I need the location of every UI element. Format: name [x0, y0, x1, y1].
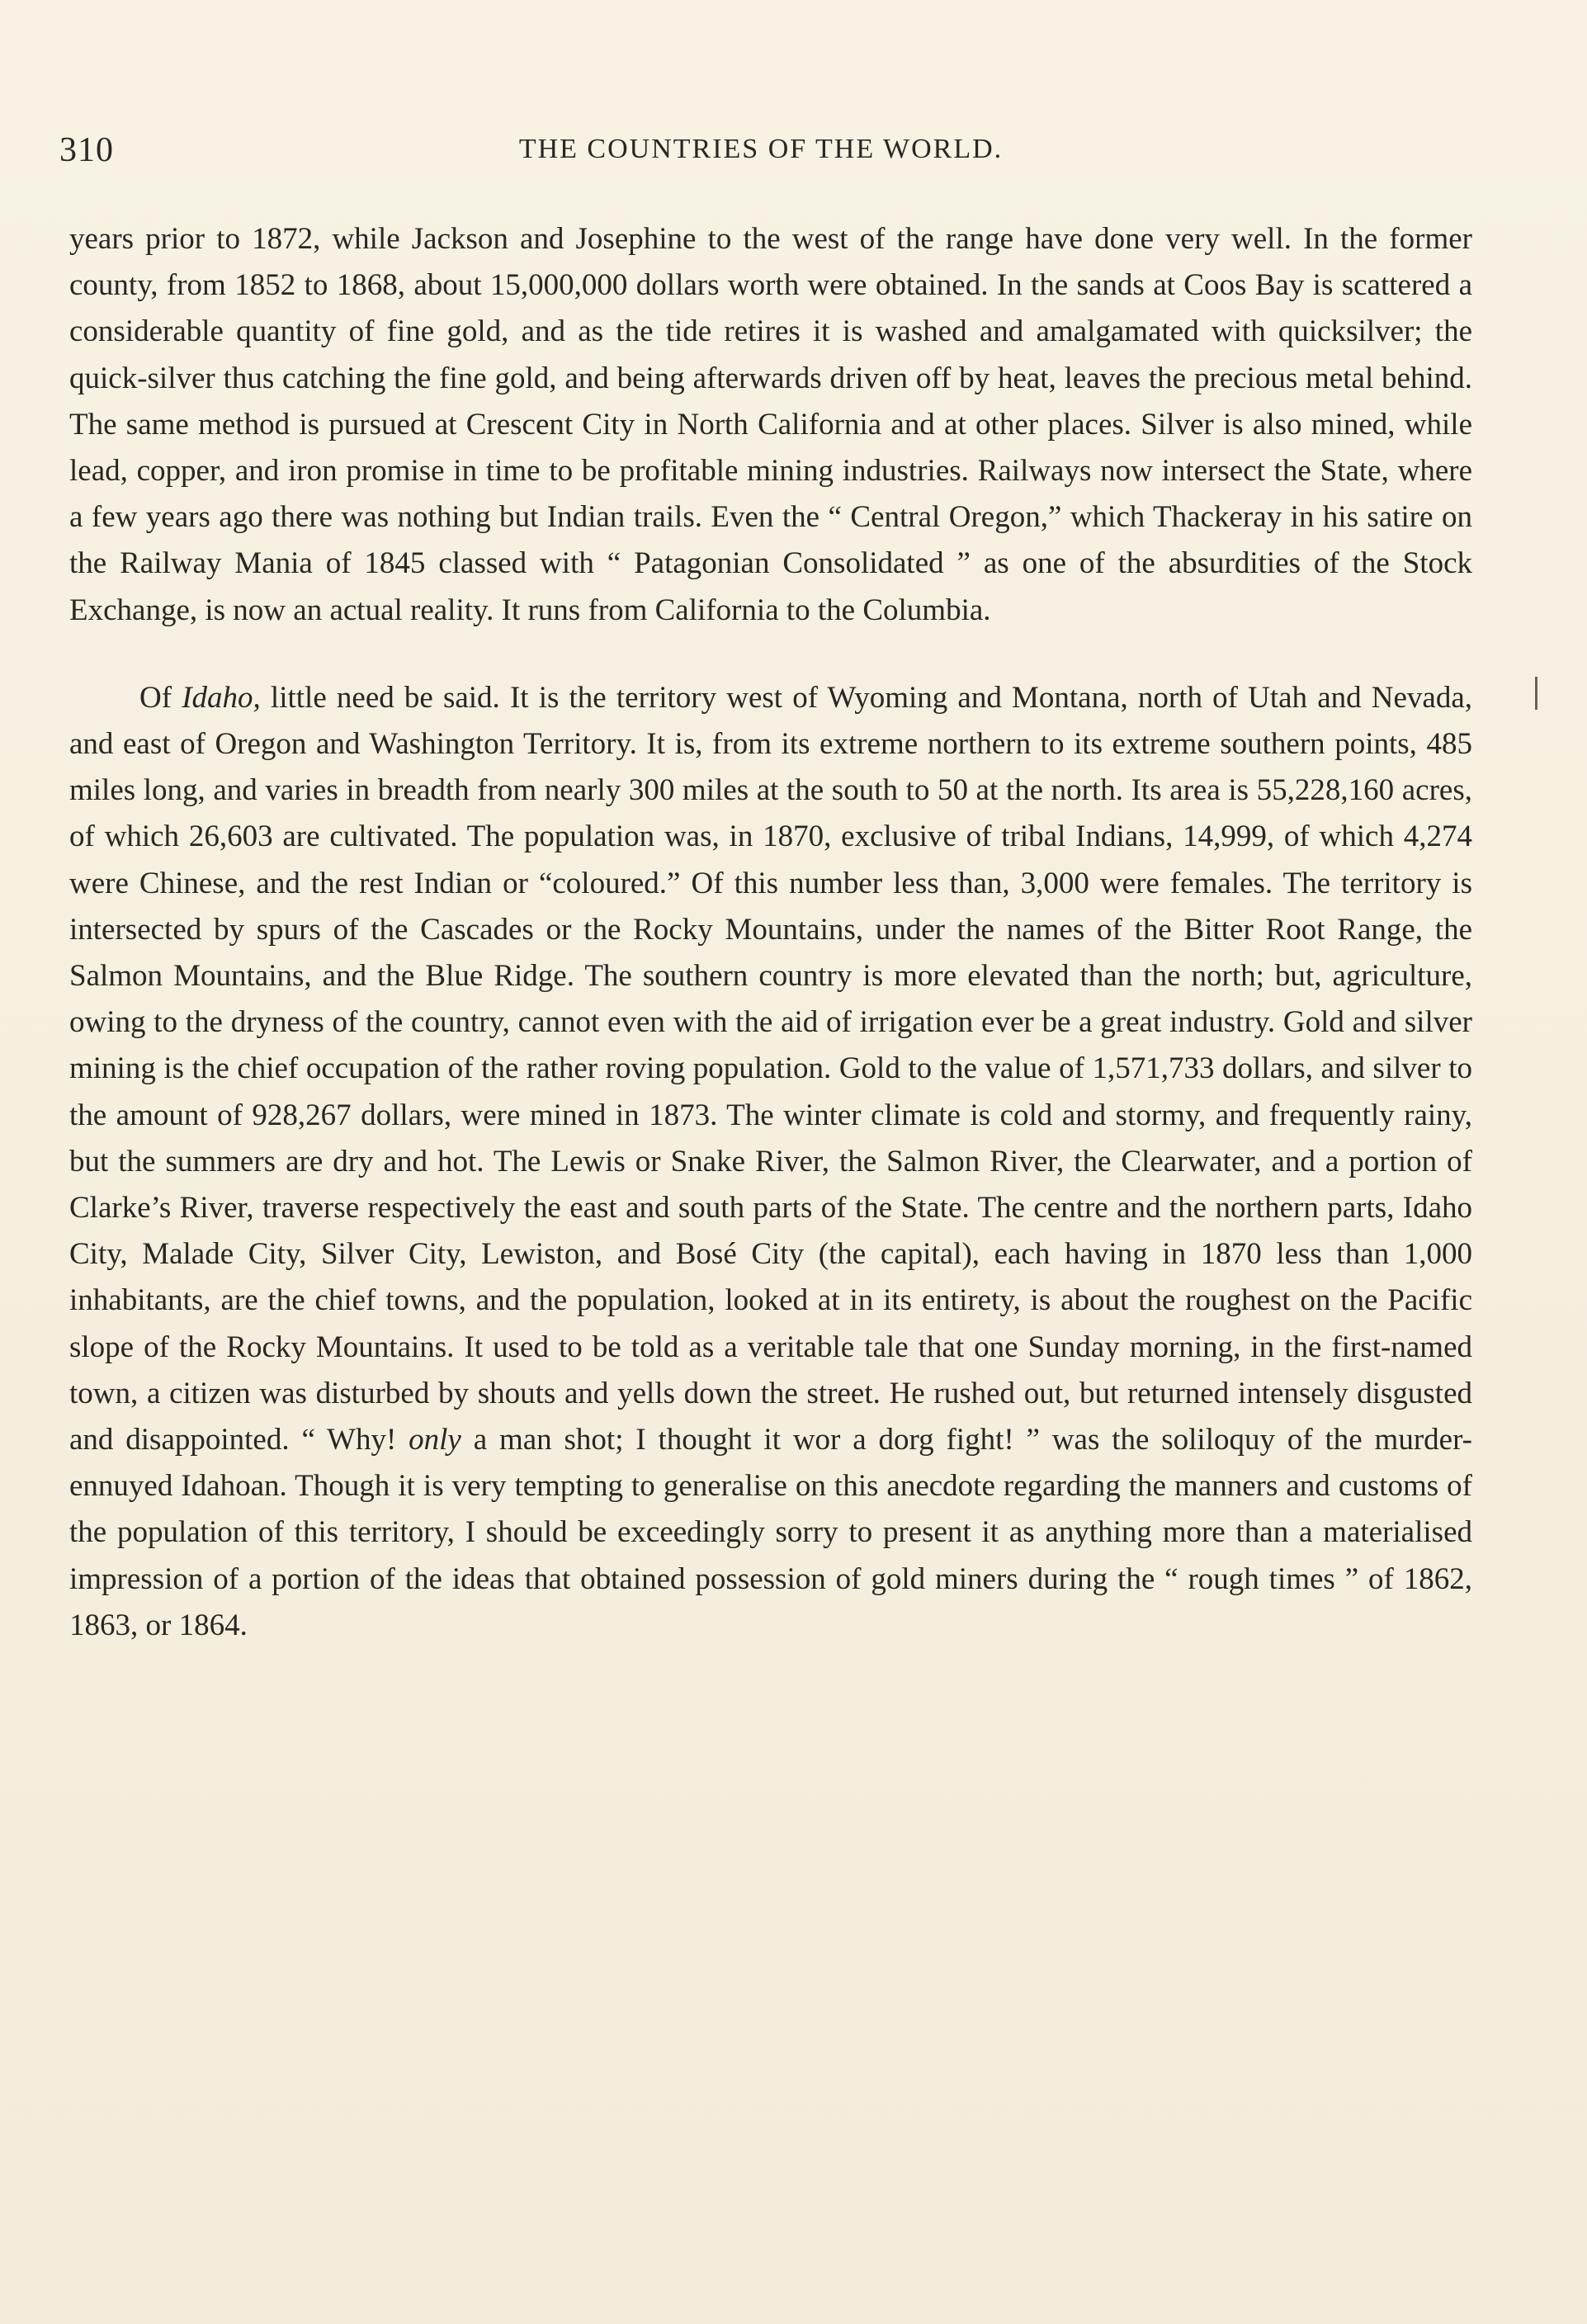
text-segment: little need be said. It is the territory west of Wyoming and Montana, north of Utah and Nevada, and east of Oregon and Washington Territory. It is, from its extreme northern to its extreme southern points, 485 miles long, and varies in breadth from nearly 300 miles at the south to 50 at the north. Its area is 55,228,160 acres, of which 26,603 are cultivated. The population was, in 1870, exclusive of tribal Indians, 14,999, of which 4,274 were Chinese, and the rest Indian or “coloured.” Of this number less than, 3,000 were females. The territory is intersected by spurs of the Cascades or the Rocky Mountains, under the names of the Bitter Root Range, the Salmon Mountains, and the Blue Ridge. The southern country is more elevated than the north; but, agriculture, owing to the dryness of the country, cannot even with the aid of irrigation ever be a great industry. Gold and silver mining is the chief occupation of the rather roving population. Gold to the value of 1,571,733 dollars, and silver to the amount of 928,267 dollars, were mined in 1873. The winter climate is cold and stormy, and frequently rainy, but the summers are dry and hot. The Lewis or Snake River, the Salmon River, the Clearwater, and a portion of Clarke’s River, traverse respectively the east and south parts of the State. The centre and the northern parts, Idaho City, Malade City, Silver City, Lewiston, and Bosé City (the capital), each having in 1870 less than 1,000 inhabitants, are the chief towns, and the population, looked at in its entirety, is about the roughest on the Pacific slope of the Rocky Mountains. It used to be told as a veritable tale that one Sunday morning, in the first-named town, a citizen was disturbed by shouts and yells down the street. He rushed out, but returned intensely disgusted and disappointed. “ Why! — [69, 680, 1472, 1457]
margin-mark — [1535, 677, 1537, 710]
text-segment: years prior to 1872, while Jackson and Josephine to the west of the range have done very well. In the former county, from 1852 to 1868, about 15,000,000 dollars worth were obtained. In the sands at Coos Bay is scattered a considerable quantity of fine gold, and as the tide retires it is washed and amalgamated with quicksilver; the quick-silver thus catching the fine gold, and being afterwards driven off by heat, leaves the precious metal behind. The same method is pursued at Crescent City in North California and at other places. Silver is also mined, while lead, copper, and iron promise in time to be profitable mining industries. Railways now intersect the State, where a few years ago there was nothing but Indian trails. Even the “ Central Oregon,” which Thackeray in his satire on the Railway Mania of 1845 classed with “ Patagonian Consolidated ” as one of the absurdities of the Stock Exchange, is now an actual reality. It runs from California to the Columbia. — [69, 222, 1472, 627]
paragraph-oregon — [69, 216, 1472, 634]
page-number: 310 — [59, 131, 114, 169]
body-text — [69, 216, 1472, 1649]
text-segment: Of — [139, 680, 182, 715]
italic-place-name: Idaho, — [182, 680, 261, 715]
running-head — [59, 130, 1462, 180]
text-segment: a man shot; I thought it wor a dorg fight! ” was the soliloquy of the murder-ennuyed Idahoan. Though it is very tempting to generalise on this anecdote regarding the manners and customs of the population of this territory, I should be exceedingly sorry to present it as anything more than a materialised impression of a portion of the ideas that obtained possession of gold miners during the “ rough times ” of 1862, 1863, or 1864. — [69, 1423, 1472, 1642]
italic-emphasis: only — [409, 1423, 461, 1457]
paragraph-idaho — [69, 675, 1472, 1649]
running-title: THE COUNTRIES OF THE WORLD. — [518, 134, 1004, 164]
